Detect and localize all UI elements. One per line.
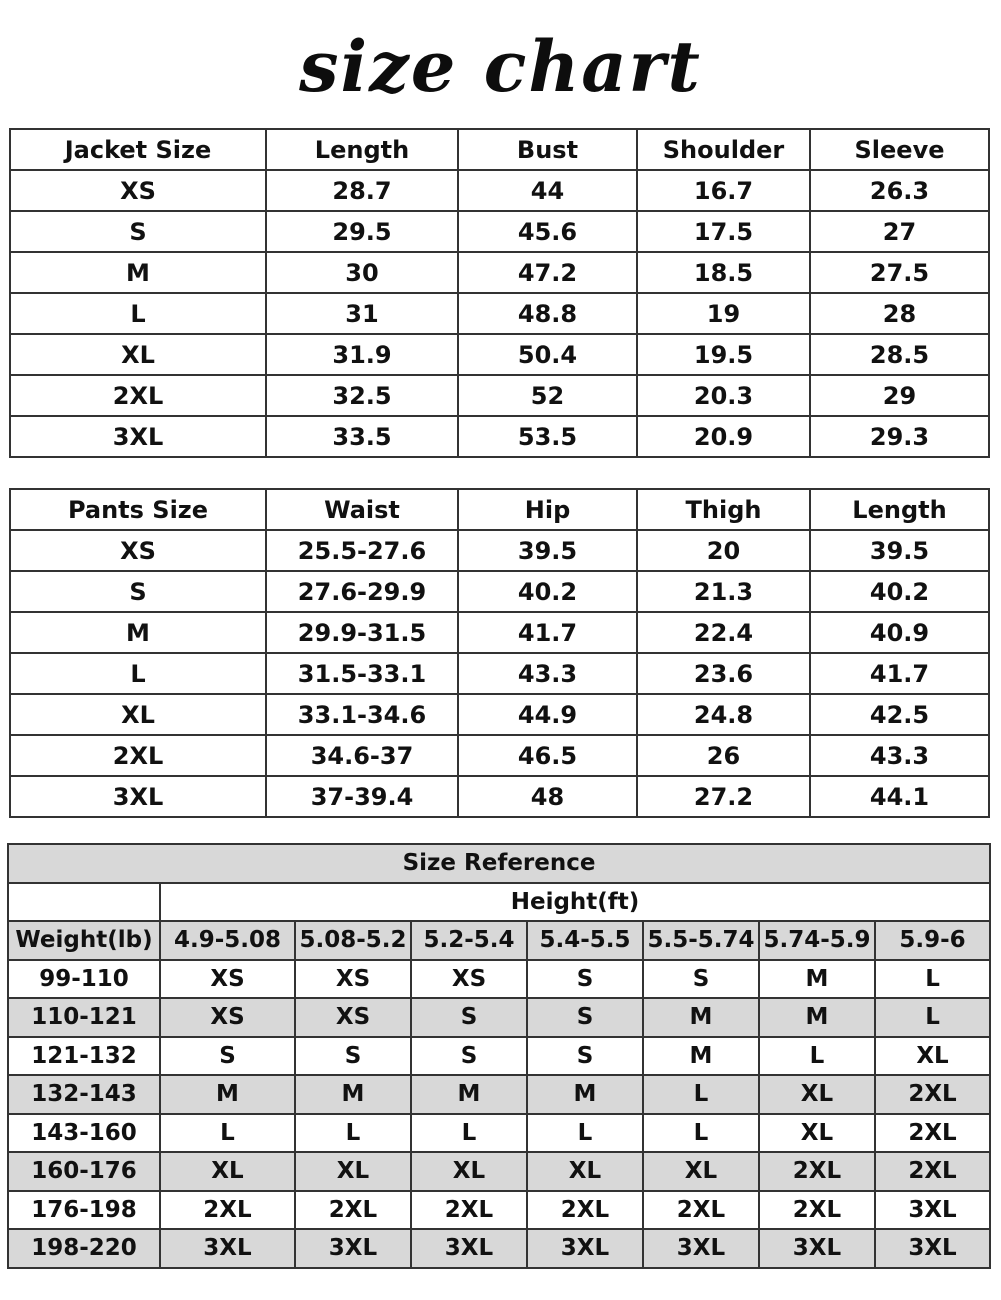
table-row: [10, 170, 989, 211]
table-cell: 29.9-31.5: [266, 612, 458, 653]
height-range-cell: 5.2-5.4: [411, 921, 527, 960]
table-cell: 39.5: [458, 530, 637, 571]
weight-range-cell: 132-143: [8, 1075, 160, 1114]
size-cell: S: [411, 1037, 527, 1076]
table-cell: 20: [637, 530, 810, 571]
table-row: [8, 1114, 990, 1153]
table-row: [10, 375, 989, 416]
table-cell: 22.4: [637, 612, 810, 653]
table-cell: 43.3: [458, 653, 637, 694]
size-cell: 3XL: [160, 1229, 295, 1268]
table-cell: 41.7: [810, 653, 989, 694]
table-cell: 18.5: [637, 252, 810, 293]
pants-size-table: [9, 488, 990, 818]
table-cell: 45.6: [458, 211, 637, 252]
jacket-size-cell: S: [10, 211, 266, 252]
table-cell: 20.9: [637, 416, 810, 457]
table-cell: 29: [810, 375, 989, 416]
height-range-cell: 5.5-5.74: [643, 921, 759, 960]
jacket-size-cell: XL: [10, 334, 266, 375]
size-cell: M: [411, 1075, 527, 1114]
table-cell: 31.5-33.1: [266, 653, 458, 694]
table-cell: 29.5: [266, 211, 458, 252]
pants-size-cell: XL: [10, 694, 266, 735]
table-cell: 24.8: [637, 694, 810, 735]
size-cell: XL: [160, 1152, 295, 1191]
size-cell: XL: [643, 1152, 759, 1191]
table-cell: 27.6-29.9: [266, 571, 458, 612]
table-row: [10, 735, 989, 776]
jacket-size-cell: 2XL: [10, 375, 266, 416]
table-cell: 26.3: [810, 170, 989, 211]
size-cell: 3XL: [759, 1229, 875, 1268]
table-row: [8, 1037, 990, 1076]
size-cell: 3XL: [643, 1229, 759, 1268]
height-range-cell: 5.08-5.2: [295, 921, 411, 960]
table-cell: 20.3: [637, 375, 810, 416]
table-row: [10, 694, 989, 735]
table-row: [8, 1152, 990, 1191]
size-cell: 3XL: [411, 1229, 527, 1268]
size-cell: S: [643, 960, 759, 999]
pants-size-cell: 3XL: [10, 776, 266, 817]
height-range-cell: 5.74-5.9: [759, 921, 875, 960]
size-cell: S: [527, 998, 643, 1037]
size-cell: M: [527, 1075, 643, 1114]
size-cell: 2XL: [160, 1191, 295, 1230]
table-cell: 27.5: [810, 252, 989, 293]
size-cell: 2XL: [411, 1191, 527, 1230]
size-cell: XL: [527, 1152, 643, 1191]
page-title: size chart: [299, 25, 702, 108]
size-cell: L: [643, 1114, 759, 1153]
table-row: [8, 998, 990, 1037]
reference-title-row: [8, 844, 990, 883]
size-cell: 2XL: [875, 1152, 990, 1191]
table-cell: 25.5-27.6: [266, 530, 458, 571]
weight-range-cell: 110-121: [8, 998, 160, 1037]
size-cell: L: [527, 1114, 643, 1153]
size-cell: S: [527, 1037, 643, 1076]
table-cell: 37-39.4: [266, 776, 458, 817]
size-cell: 3XL: [295, 1229, 411, 1268]
table-row: [8, 1191, 990, 1230]
size-cell: M: [295, 1075, 411, 1114]
size-cell: 2XL: [875, 1075, 990, 1114]
table-cell: 44.9: [458, 694, 637, 735]
blank-cell: [8, 883, 160, 922]
size-cell: 2XL: [759, 1152, 875, 1191]
table-cell: 29.3: [810, 416, 989, 457]
size-cell: S: [295, 1037, 411, 1076]
jacket-header-cell: Jacket Size: [10, 129, 266, 170]
table-cell: 33.1-34.6: [266, 694, 458, 735]
size-cell: M: [643, 1037, 759, 1076]
table-row: [10, 211, 989, 252]
pants-size-cell: L: [10, 653, 266, 694]
weight-range-cell: 99-110: [8, 960, 160, 999]
table-cell: 40.2: [810, 571, 989, 612]
size-cell: XL: [411, 1152, 527, 1191]
size-cell: M: [759, 998, 875, 1037]
table-cell: 28.7: [266, 170, 458, 211]
table-cell: 44: [458, 170, 637, 211]
size-cell: L: [759, 1037, 875, 1076]
size-cell: 2XL: [875, 1114, 990, 1153]
table-cell: 17.5: [637, 211, 810, 252]
height-label: Height(ft): [160, 883, 990, 922]
pants-size-cell: S: [10, 571, 266, 612]
pants-size-cell: XS: [10, 530, 266, 571]
table-row: [10, 416, 989, 457]
table-cell: 19: [637, 293, 810, 334]
weight-range-cell: 198-220: [8, 1229, 160, 1268]
size-cell: M: [759, 960, 875, 999]
table-row: [10, 653, 989, 694]
table-cell: 28.5: [810, 334, 989, 375]
table-row: [8, 1229, 990, 1268]
pants-header-cell: Waist: [266, 489, 458, 530]
size-cell: 3XL: [875, 1191, 990, 1230]
size-cell: XS: [160, 998, 295, 1037]
jacket-size-cell: L: [10, 293, 266, 334]
jacket-header-cell: Shoulder: [637, 129, 810, 170]
size-cell: 3XL: [527, 1229, 643, 1268]
size-cell: L: [875, 960, 990, 999]
jacket-size-cell: XS: [10, 170, 266, 211]
pants-header-row: [10, 489, 989, 530]
table-row: [8, 1075, 990, 1114]
size-cell: XS: [160, 960, 295, 999]
reference-title: Size Reference: [8, 844, 990, 883]
table-row: [10, 776, 989, 817]
jacket-header-cell: Length: [266, 129, 458, 170]
jacket-size-table: [9, 128, 990, 458]
table-cell: 33.5: [266, 416, 458, 457]
table-row: [10, 293, 989, 334]
table-cell: 48.8: [458, 293, 637, 334]
pants-header-cell: Length: [810, 489, 989, 530]
table-cell: 52: [458, 375, 637, 416]
size-cell: M: [160, 1075, 295, 1114]
size-cell: 2XL: [527, 1191, 643, 1230]
size-cell: L: [643, 1075, 759, 1114]
size-cell: L: [295, 1114, 411, 1153]
table-cell: 26: [637, 735, 810, 776]
table-cell: 30: [266, 252, 458, 293]
table-cell: 42.5: [810, 694, 989, 735]
size-cell: 2XL: [643, 1191, 759, 1230]
jacket-header-cell: Bust: [458, 129, 637, 170]
table-cell: 23.6: [637, 653, 810, 694]
table-row: [10, 571, 989, 612]
size-cell: XS: [295, 960, 411, 999]
size-cell: 3XL: [875, 1229, 990, 1268]
jacket-size-cell: 3XL: [10, 416, 266, 457]
weight-label: Weight(lb): [8, 921, 160, 960]
table-cell: 40.2: [458, 571, 637, 612]
size-cell: M: [643, 998, 759, 1037]
size-cell: L: [875, 998, 990, 1037]
jacket-header-row: [10, 129, 989, 170]
table-cell: 46.5: [458, 735, 637, 776]
pants-header-cell: Hip: [458, 489, 637, 530]
jacket-size-cell: M: [10, 252, 266, 293]
table-cell: 47.2: [458, 252, 637, 293]
table-cell: 32.5: [266, 375, 458, 416]
size-cell: L: [160, 1114, 295, 1153]
size-cell: L: [411, 1114, 527, 1153]
size-cell: S: [160, 1037, 295, 1076]
height-range-cell: 5.4-5.5: [527, 921, 643, 960]
size-cell: XS: [295, 998, 411, 1037]
height-label-row: [8, 883, 990, 922]
pants-size-cell: 2XL: [10, 735, 266, 776]
table-cell: 50.4: [458, 334, 637, 375]
table-cell: 53.5: [458, 416, 637, 457]
table-cell: 27.2: [637, 776, 810, 817]
table-cell: 39.5: [810, 530, 989, 571]
weight-range-cell: 160-176: [8, 1152, 160, 1191]
weight-range-cell: 121-132: [8, 1037, 160, 1076]
jacket-header-cell: Sleeve: [810, 129, 989, 170]
table-cell: 31.9: [266, 334, 458, 375]
size-cell: XL: [295, 1152, 411, 1191]
height-range-cell: 5.9-6: [875, 921, 990, 960]
pants-header-cell: Pants Size: [10, 489, 266, 530]
height-range-cell: 4.9-5.08: [160, 921, 295, 960]
size-cell: XS: [411, 960, 527, 999]
table-cell: 43.3: [810, 735, 989, 776]
table-cell: 27: [810, 211, 989, 252]
table-row: [10, 334, 989, 375]
weight-range-cell: 143-160: [8, 1114, 160, 1153]
size-cell: 2XL: [295, 1191, 411, 1230]
table-row: [8, 960, 990, 999]
table-cell: 21.3: [637, 571, 810, 612]
size-cell: 2XL: [759, 1191, 875, 1230]
table-cell: 34.6-37: [266, 735, 458, 776]
table-cell: 40.9: [810, 612, 989, 653]
table-cell: 41.7: [458, 612, 637, 653]
height-header-row: [8, 921, 990, 960]
table-cell: 48: [458, 776, 637, 817]
table-cell: 31: [266, 293, 458, 334]
table-row: [10, 530, 989, 571]
size-reference-table: [7, 843, 991, 1269]
size-cell: S: [411, 998, 527, 1037]
pants-header-cell: Thigh: [637, 489, 810, 530]
size-cell: XL: [759, 1075, 875, 1114]
table-cell: 19.5: [637, 334, 810, 375]
table-row: [10, 252, 989, 293]
table-cell: 44.1: [810, 776, 989, 817]
pants-size-cell: M: [10, 612, 266, 653]
weight-range-cell: 176-198: [8, 1191, 160, 1230]
size-cell: S: [527, 960, 643, 999]
table-cell: 28: [810, 293, 989, 334]
size-cell: XL: [875, 1037, 990, 1076]
size-cell: XL: [759, 1114, 875, 1153]
table-row: [10, 612, 989, 653]
table-cell: 16.7: [637, 170, 810, 211]
